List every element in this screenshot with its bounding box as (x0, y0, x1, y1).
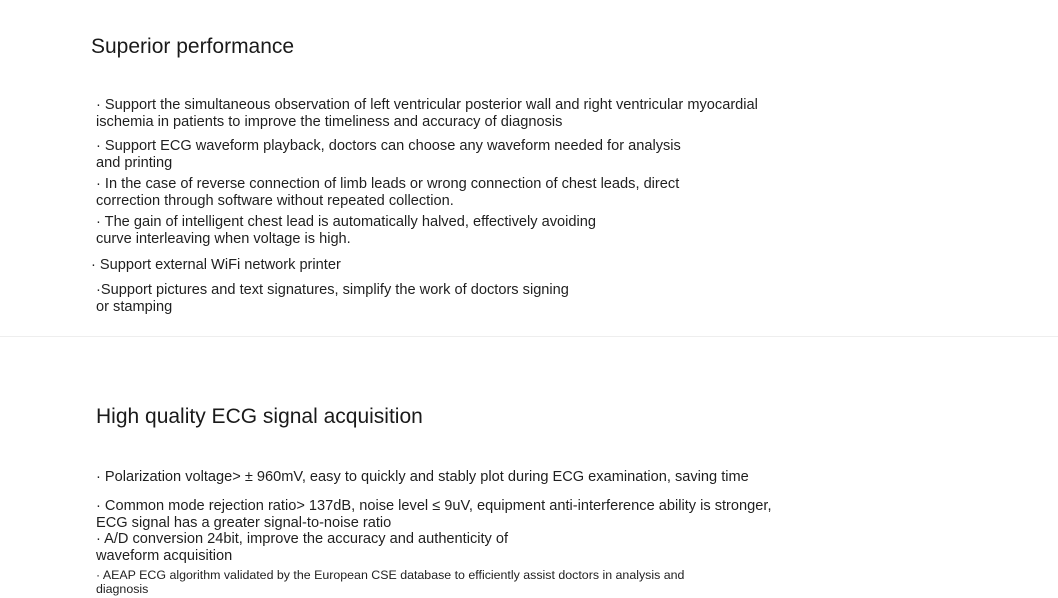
performance-item-wifi-printer: · Support external WiFi network printer (91, 257, 341, 273)
superior-performance-heading: Superior performance (91, 35, 295, 58)
acquisition-item-polarization-voltage: · Polarization voltage> ± 960mV, easy to quickly and stably plot during ECG examination, saving time (96, 469, 749, 485)
performance-item-simultaneous-observation: · Support the simultaneous observation of left ventricular posterior wall and right ventricular myocardial ischemia in patients to improve the timeliness and accuracy of diagnosis (96, 97, 758, 130)
acquisition-item-ad-conversion: · A/D conversion 24bit, improve the accuracy and authenticity of waveform acquisition (96, 531, 509, 564)
performance-item-chest-lead-gain: · The gain of intelligent chest lead is automatically halved, effectively avoiding curve interleaving when voltage is high. (96, 214, 596, 247)
ecg-acquisition-section (0, 337, 1058, 598)
performance-item-signatures: ·Support pictures and text signatures, simplify the work of doctors signing or stamping (96, 282, 569, 315)
ecg-acquisition-heading: High quality ECG signal acquisition (96, 405, 423, 428)
performance-item-waveform-playback: · Support ECG waveform playback, doctors can choose any waveform needed for analysis and printing (96, 138, 681, 171)
acquisition-item-aeap-algorithm: · AEAP ECG algorithm validated by the European CSE database to efficiently assist doctors in analysis and diagnosis (96, 568, 685, 596)
acquisition-item-common-mode-rejection: · Common mode rejection ratio> 137dB, noise level ≤ 9uV, equipment anti-interference ability is stronger, ECG signal has a greater signal-to-noise ratio (96, 498, 772, 531)
performance-item-lead-correction: · In the case of reverse connection of limb leads or wrong connection of chest leads, direct correction through software without repeated collection. (96, 176, 680, 209)
